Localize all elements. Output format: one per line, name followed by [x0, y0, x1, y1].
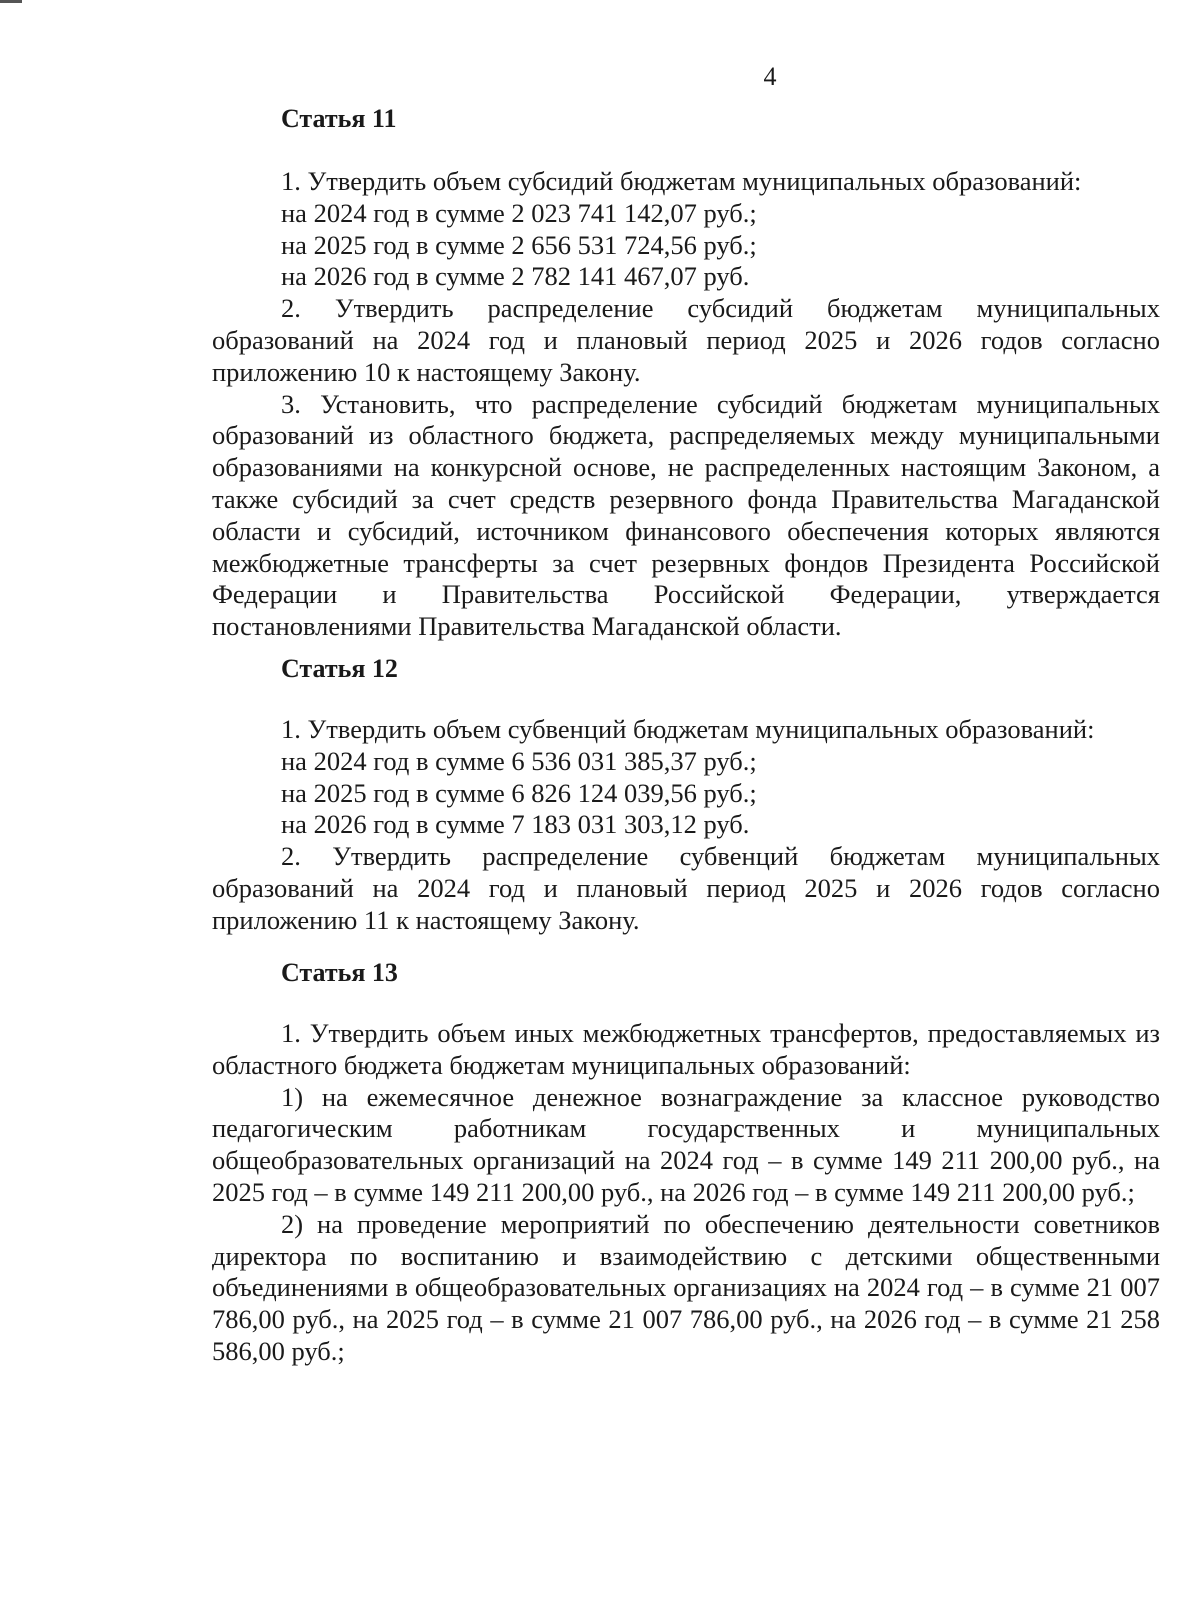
article-12-amount-2024: на 2024 год в сумме 6 536 031 385,37 руб.; — [281, 745, 757, 776]
article-11-amount-2024: на 2024 год в сумме 2 023 741 142,07 руб.; — [281, 197, 757, 228]
article-12-amount-2026: на 2026 год в сумме 7 183 031 303,12 руб. — [281, 809, 750, 840]
article-13-title: Статья 13 — [281, 958, 398, 987]
article-11-p3: 3. Установить, что распределение субсидий бюджетам муниципальных образований из областного бюджета, распределяемых между муниципальными образованиями на конкурсной основе, не распределенных настоящим Законом, а также субсидий за счет средств резервного фонда Правительства Магаданской области и субсидий, источником финансового обеспечения которых являются межбюджетные трансферты за счет резервных фондов Президента Российской Федерации и Правительства Российской Федерации, утверждается постановлениями Правительства Магаданской области. — [212, 388, 1160, 642]
article-13-item-2: 2) на проведение мероприятий по обеспечению деятельности советников директора по воспитанию и взаимодействию с детскими общественными объединениями в общеобразовательных организациях на 2024 год – в сумме 21 007 786,00 руб., на 2025 год – в сумме 21 007 786,00 руб., на 2026 год – в сумме 21 258 586,00 руб.; — [212, 1208, 1160, 1366]
scan-edge-mark — [0, 0, 22, 3]
article-13-item-1: 1) на ежемесячное денежное вознаграждение за классное руководство педагогическим работникам государственных и муниципальных общеобразовательных организаций на 2024 год – в сумме 149 211 200,00 руб., на 2025 год – в сумме 149 211 200,00 руб., на 2026 год – в сумме 149 211 200,00 руб.; — [212, 1081, 1160, 1207]
page-number: 4 — [763, 62, 777, 91]
article-11-title: Статья 11 — [281, 104, 397, 133]
article-11-amount-2026: на 2026 год в сумме 2 782 141 467,07 руб. — [281, 261, 750, 292]
article-11-amount-2025: на 2025 год в сумме 2 656 531 724,56 руб.; — [281, 229, 757, 260]
article-13-body — [212, 1018, 1160, 1368]
article-13-p1: 1. Утвердить объем иных межбюджетных трансфертов, предоставляемых из областного бюджета бюджетам муниципальных образований: — [212, 1018, 1160, 1080]
article-12-p2: 2. Утвердить распределение субвенций бюджетам муниципальных образований на 2024 год и плановый период 2025 и 2026 годов согласно приложению 11 к настоящему Закону. — [212, 841, 1160, 935]
article-12-title: Статья 12 — [281, 654, 398, 683]
article-11-p2: 2. Утвердить распределение субсидий бюджетам муниципальных образований на 2024 год и плановый период 2025 и 2026 годов согласно приложению 10 к настоящему Закону. — [212, 293, 1160, 387]
article-12-body — [212, 714, 1160, 937]
article-11-p1-intro: 1. Утвердить объем субсидий бюджетам муниципальных образований: — [281, 166, 1082, 196]
article-12-amount-2025: на 2025 год в сумме 6 826 124 039,56 руб.; — [281, 777, 757, 808]
article-12-p1-intro: 1. Утвердить объем субвенций бюджетам муниципальных образований: — [281, 714, 1095, 744]
article-11-body — [212, 166, 1160, 643]
